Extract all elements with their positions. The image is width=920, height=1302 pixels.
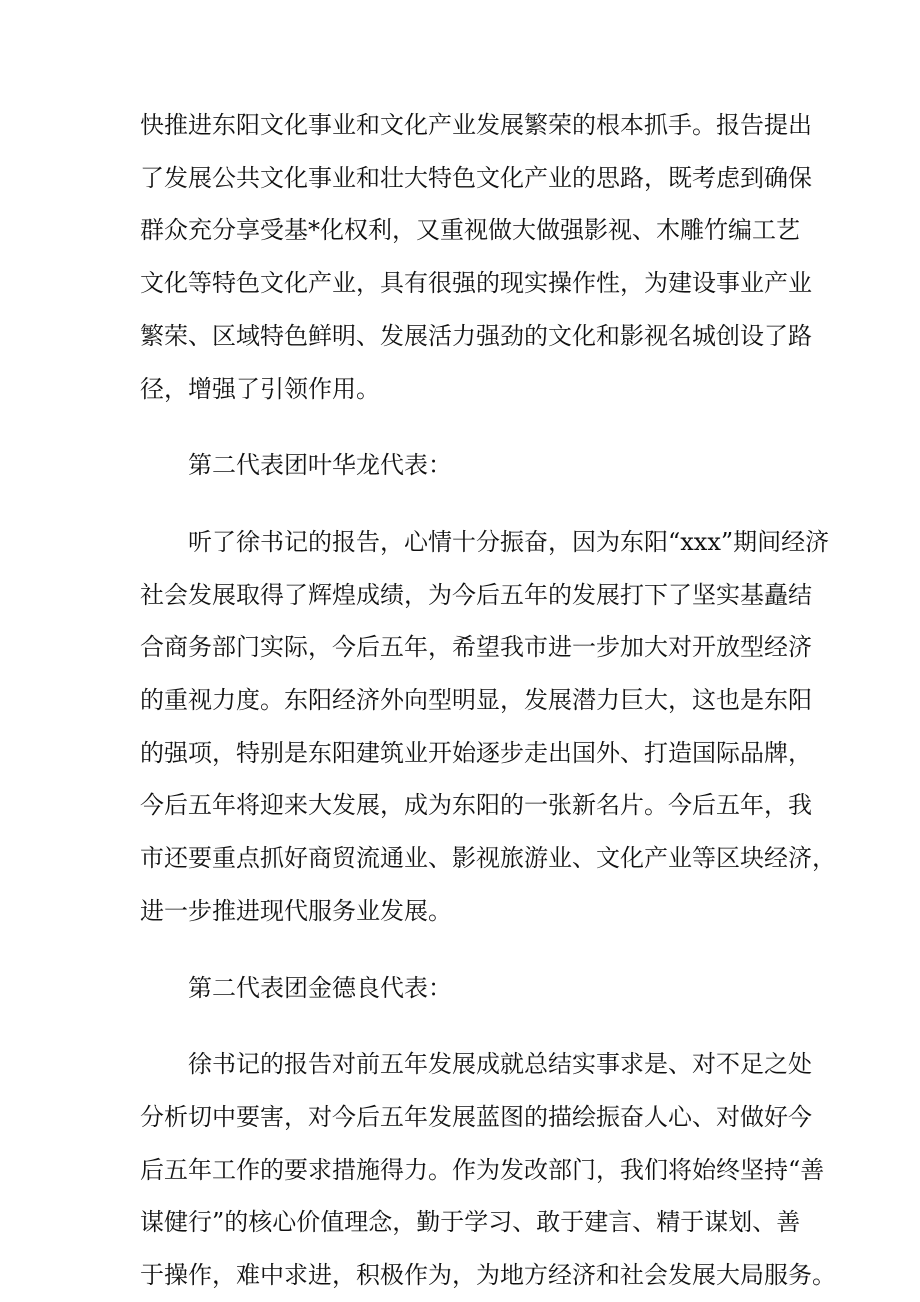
paragraph-2-line-1: 听了徐书记的报告，心情十分振奋，因为东阳“xxx”期间经济 [188, 528, 830, 556]
paragraph-2-line-3: 合商务部门实际，今后五年，希望我市进一步加大对开放型经济 [140, 633, 812, 661]
paragraph-1-line-2: 了发展公共文化事业和壮大特色文化产业的思路，既考虑到确保 [140, 164, 812, 192]
paragraph-2-line-5: 的强项，特别是东阳建筑业开始逐步走出国外、打造国际品牌， [140, 739, 812, 767]
paragraph-1-line-3: 群众充分享受基*化权利，又重视做大做强影视、木雕竹编工艺 [140, 216, 800, 244]
paragraph-1-line-6: 径，增强了引领作用。 [140, 375, 380, 403]
paragraph-3-line-3: 后五年工作的要求措施得力。作为发改部门，我们将始终坚持“善 [140, 1156, 825, 1184]
paragraph-2-line-4: 的重视力度。东阳经济外向型明显，发展潜力巨大，这也是东阳 [140, 686, 812, 714]
paragraph-3-line-1: 徐书记的报告对前五年发展成就总结实事求是、对不足之处 [188, 1050, 812, 1078]
paragraph-1-line-1: 快推进东阳文化事业和文化产业发展繁荣的根本抓手。报告提出 [140, 111, 812, 139]
paragraph-2-line-8: 进一步推进现代服务业发展。 [140, 897, 452, 925]
paragraph-2-line-2: 社会发展取得了辉煌成绩，为今后五年的发展打下了坚实基矗结 [140, 581, 812, 609]
paragraph-1-line-5: 繁荣、区域特色鲜明、发展活力强劲的文化和影视名城创设了路 [140, 322, 812, 350]
paragraph-1-line-4: 文化等特色文化产业，具有很强的现实操作性，为建设事业产业 [140, 269, 812, 297]
paragraph-3-line-5: 于操作，难中求进，积极作为，为地方经济和社会发展大局服务。 [140, 1261, 836, 1289]
paragraph-2-line-7: 市还要重点抓好商贸流通业、影视旅游业、文化产业等区块经济， [140, 844, 836, 872]
paragraph-3-line-2: 分析切中要害，对今后五年发展蓝图的描绘振奋人心、对做好今 [140, 1103, 812, 1131]
speaker-heading-ye-hualong: 第二代表团叶华龙代表： [188, 451, 452, 479]
paragraph-2-line-6: 今后五年将迎来大发展，成为东阳的一张新名片。今后五年，我 [140, 791, 812, 819]
paragraph-3-line-4: 谋健行”的核心价值理念，勤于学习、敢于建言、精于谋划、善 [140, 1208, 801, 1236]
speaker-heading-jin-deliang: 第二代表团金德良代表： [188, 974, 452, 1002]
